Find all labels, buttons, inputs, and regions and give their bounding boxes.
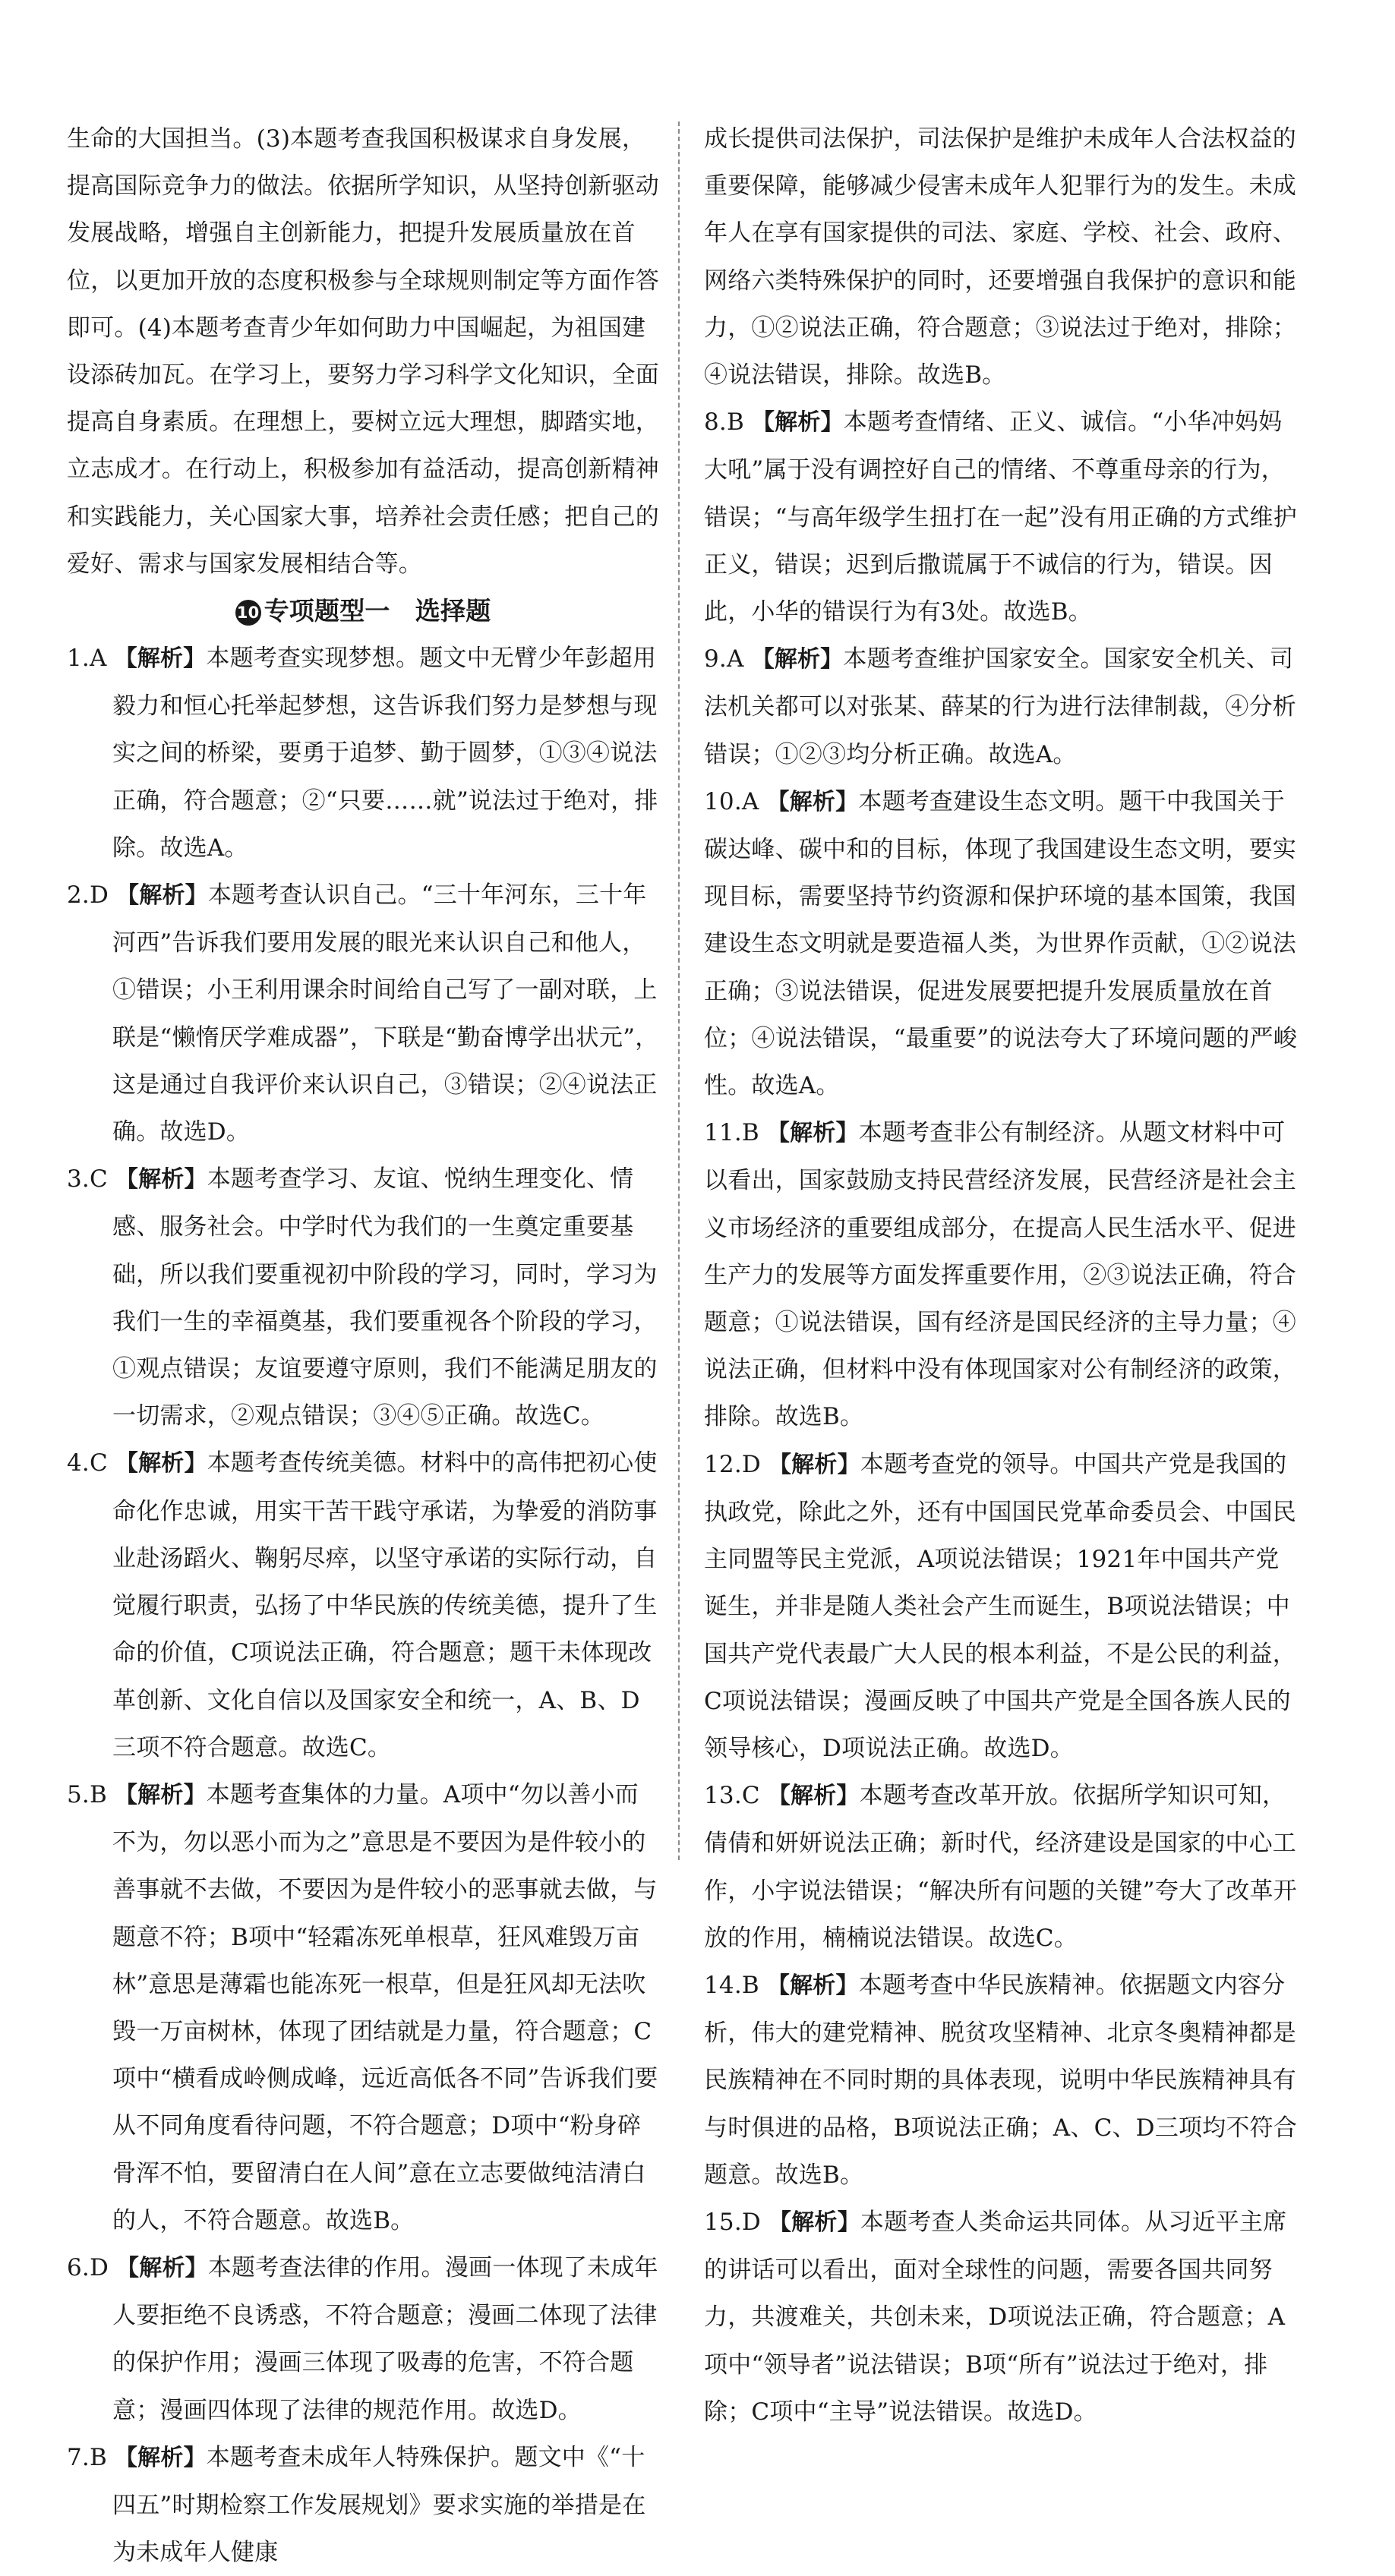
- analysis-tag: 【解析】: [766, 788, 859, 815]
- answer-letter: A: [741, 787, 759, 815]
- answer-letter: C: [741, 1782, 760, 1810]
- analysis-tag: 【解析】: [768, 2209, 860, 2236]
- analysis-text: 本题考查党的领导。中国共产党是我国的执政党，除此之外，还有中国国民党革命委员会、中国民主同盟等民主党派，A项说法错误；1921年中国共产党诞生，并非是随人类社会产生而诞生，B项说法错误；中国共产党代表最广大人民的根本利益，不是公民的利益，C项说法错误；漫画反映了中国共产党是全国各族人民的领导核心，D项说法正确。故选D。: [704, 1450, 1296, 1762]
- answer-item-15: 15.D 【解析】本题考查人类命运共同体。从习近平主席的讲话可以看出，面对全球性的问题，需要各国共同努力，共渡难关，共创未来，D项说法正确，符合题意；A项中“领导者”说法错误；B项“所有”说法过于绝对，排除；C项中“主导”说法错误。故选D。: [704, 2208, 1287, 2426]
- answer-letter: A: [89, 645, 107, 673]
- analysis-tag: 【解析】: [766, 1120, 859, 1147]
- analysis-text: 本题考查建设生态文明。题干中我国关于碳达峰、碳中和的目标，体现了我国建设生态文明，要实现目标，需要坚持节约资源和保护环境的基本国策，我国建设生态文明就是要造福人类，为世界作贡献，①②说法正确；③说法错误，促进发展要把提升发展质量放在首位；④说法错误，“最重要”的说法夸大了环境问题的严峻性。故选A。: [704, 787, 1297, 1100]
- answer-item-14: 14.B 【解析】本题考查中华民族精神。依据题文内容分析，伟大的建党精神、脱贫攻坚精神、北京冬奥精神都是民族精神在不同时期的具体表现，说明中华民族精神具有与时俱进的品格，B项说法正确；A、C、D三项均不符合题意。故选B。: [704, 1971, 1297, 2189]
- answer-letter: B: [89, 1780, 107, 1808]
- analysis-text: 本题考查学习、友谊、悦纳生理变化、情感、服务社会。中学时代为我们的一生奠定重要基础，所以我们要重视初中阶段的学习，同时，学习为我们一生的幸福奠基，我们要重视各个阶段的学习，①观点错误；友谊要遵守原则，我们不能满足朋友的一切需求，②观点错误；③④⑤正确。故选C。: [112, 1165, 658, 1430]
- answer-letter: B: [741, 1971, 759, 1999]
- answer-item-8: 8.B 【解析】本题考查情绪、正义、诚信。“小华冲妈妈大吼”属于没有调控好自己的情绪、不尊重母亲的行为，错误；“与高年级学生扭打在一起”没有用正确的方式维护正义，错误；迟到后撒谎属于不诚信的行为，错误。因此，小华的错误行为有3处。故选B。: [704, 408, 1297, 626]
- left-column: [67, 115, 659, 2576]
- item-7-continuation: 成长提供司法保护，司法保护是维护未成年人合法权益的重要保障，能够减少侵害未成年人犯罪行为的发生。未成年人在享有国家提供的司法、家庭、学校、社会、政府、网络六类特殊保护的同时，还要增强自我保护的意识和能力，①②说法正确，符合题意；③说法过于绝对，排除；④说法错误，排除。故选B。: [704, 125, 1296, 389]
- answer-letter: C: [89, 1449, 108, 1477]
- analysis-text: 本题考查未成年人特殊保护。题文中《“十四五”时期检察工作发展规划》要求实施的举措是在为未成年人健康: [112, 2443, 646, 2567]
- analysis-tag: 【解析】: [751, 409, 844, 437]
- analysis-tag: 【解析】: [751, 646, 844, 673]
- analysis-text: 本题考查中华民族精神。依据题文内容分析，伟大的建党精神、脱贫攻坚精神、北京冬奥精神都是民族精神在不同时期的具体表现，说明中华民族精神具有与时俱进的品格，B项说法正确；A、C、D三项均不符合题意。故选B。: [704, 1971, 1297, 2189]
- answer-letter: C: [89, 1165, 108, 1193]
- answer-item-1: 1.A 【解析】本题考查实现梦想。题文中无臂少年彭超用毅力和恒心托举起梦想，这告诉我们努力是梦想与现实之间的桥梁，要勇于追梦、勤于圆梦，①③④说法正确，符合题意；②“只要……就”说法过于绝对，排除。故选A。: [67, 645, 658, 862]
- intro-paragraph: 生命的大国担当。(3)本题考查我国积极谋求自身发展，提高国际竞争力的做法。依据所学知识，从坚持创新驱动发展战略，增强自主创新能力，把提升发展质量放在首位，以更加开放的态度积极参与全球规则制定等方面作答即可。(4)本题考查青少年如何助力中国崛起，为祖国建设添砖加瓦。在学习上，要努力学习科学文化知识，全面提高自身素质。在理想上，要树立远大理想，脚踏实地，立志成才。在行动上，积极参加有益活动，提高创新精神和实践能力，关心国家大事，培养社会责任感；把自己的爱好、需求与国家发展相结合等。: [67, 125, 659, 578]
- column-divider: [678, 121, 680, 1860]
- answer-letter: D: [89, 881, 109, 910]
- answer-item-7: 7.B 【解析】本题考查未成年人特殊保护。题文中《“十四五”时期检察工作发展规划》要求实施的举措是在为未成年人健康: [67, 2443, 646, 2567]
- analysis-text: 本题考查法律的作用。漫画一体现了未成年人要拒绝不良诱惑，不符合题意；漫画二体现了法律的保护作用；漫画三体现了吸毒的危害，不符合题意；漫画四体现了法律的规范作用。故选D。: [112, 2253, 658, 2424]
- analysis-tag: 【解析】: [114, 2444, 207, 2471]
- answer-letter: D: [89, 2253, 109, 2281]
- answer-letter: B: [726, 408, 744, 437]
- analysis-text: 本题考查人类命运共同体。从习近平主席的讲话可以看出，面对全球性的问题，需要各国共同努力，共渡难关，共创未来，D项说法正确，符合题意；A项中“领导者”说法错误；B项“所有”说法过于绝对，排除；C项中“主导”说法错误。故选D。: [704, 2208, 1287, 2426]
- analysis-text: 本题考查认识自己。“三十年河东，三十年河西”告诉我们要用发展的眼光来认识自己和他人，①错误；小王利用课余时间给自己写了一副对联，上联是“懒惰厌学难成器”，下联是“勤奋博学出状元”，这是通过自我评价来认识自己，③错误；②④说法正确。故选D。: [112, 881, 659, 1146]
- section-heading: [67, 588, 659, 635]
- analysis-text: 本题考查改革开放。依据所学知识可知，倩倩和妍妍说法正确；新时代，经济建设是国家的中心工作，小宇说法错误；“解决所有问题的关键”夸大了改革开放的作用，楠楠说法错误。故选C。: [704, 1782, 1297, 1952]
- analysis-tag: 【解析】: [766, 1972, 859, 1999]
- answer-letter: D: [741, 1450, 761, 1478]
- analysis-tag: 【解析】: [114, 645, 207, 673]
- analysis-text: 本题考查传统美德。材料中的高伟把初心使命化作忠诚，用实干苦干践守承诺，为挚爱的消防事业赴汤蹈火、鞠躬尽瘁，以坚守承诺的实际行动，自觉履行职责，弘扬了中华民族的传统美德，提升了生命的价值，C项说法正确，符合题意；题干未体现改革创新、文化自信以及国家安全和统一，A、B、D三项不符合题意。故选C。: [112, 1449, 658, 1761]
- answer-item-5: 5.B 【解析】本题考查集体的力量。A项中“勿以善小而不为，勿以恶小而为之”意思是不要因为是件较小的善事就不去做，不要因为是件较小的恶事就去做，与题意不符；B项中“轻霜冻死单根草，狂风难毁万亩林”意思是薄霜也能冻死一根草，但是狂风却无法吹毁一万亩树林，体现了团结就是力量，符合题意；C项中“横看成岭侧成峰，远近高低各不同”告诉我们要从不同角度看待问题，不符合题意；D项中“粉身碎骨浑不怕，要留清白在人间”意在立志要做纯洁清白的人，不符合题意。故选B。: [67, 1780, 658, 2234]
- answer-item-6: 6.D 【解析】本题考查法律的作用。漫画一体现了未成年人要拒绝不良诱惑，不符合题意；漫画二体现了法律的保护作用；漫画三体现了吸毒的危害，不符合题意；漫画四体现了法律的规范作用。故选D。: [67, 2253, 658, 2424]
- analysis-tag: 【解析】: [767, 1783, 860, 1810]
- answer-item-10: 10.A 【解析】本题考查建设生态文明。题干中我国关于碳达峰、碳中和的目标，体现了我国建设生态文明，要实现目标，需要坚持节约资源和保护环境的基本国策，我国建设生态文明就是要造福人类，为世界作贡献，①②说法正确；③说法错误，促进发展要把提升发展质量放在首位；④说法错误，“最重要”的说法夸大了环境问题的严峻性。故选A。: [704, 787, 1297, 1100]
- analysis-tag: 【解析】: [116, 2254, 208, 2281]
- analysis-text: 本题考查集体的力量。A项中“勿以善小而不为，勿以恶小而为之”意思是不要因为是件较小的善事就不去做，不要因为是件较小的恶事就去做，与题意不符；B项中“轻霜冻死单根草，狂风难毁万亩林”意思是薄霜也能冻死一根草，但是狂风却无法吹毁一万亩树林，体现了团结就是力量，符合题意；C项中“横看成岭侧成峰，远近高低各不同”告诉我们要从不同角度看待问题，不符合题意；D项中“粉身碎骨浑不怕，要留清白在人间”意在立志要做纯洁清白的人，不符合题意。故选B。: [112, 1780, 658, 2234]
- section-title-text: 专项题型一 选择题: [264, 596, 491, 626]
- analysis-tag: 【解析】: [116, 882, 208, 910]
- analysis-tag: 【解析】: [114, 1781, 207, 1808]
- answer-letter: B: [741, 1119, 759, 1147]
- answer-item-13: 13.C 【解析】本题考查改革开放。依据所学知识可知，倩倩和妍妍说法正确；新时代，经济建设是国家的中心工作，小宇说法错误；“解决所有问题的关键”夸大了改革开放的作用，楠楠说法错误。故选C。: [704, 1782, 1297, 1952]
- answer-item-3: 3.C 【解析】本题考查学习、友谊、悦纳生理变化、情感、服务社会。中学时代为我们的一生奠定重要基础，所以我们要重视初中阶段的学习，同时，学习为我们一生的幸福奠基，我们要重视各个阶段的学习，①观点错误；友谊要遵守原则，我们不能满足朋友的一切需求，②观点错误；③④⑤正确。故选C。: [67, 1165, 658, 1430]
- analysis-text: 本题考查情绪、正义、诚信。“小华冲妈妈大吼”属于没有调控好自己的情绪、不尊重母亲的行为，错误；“与高年级学生扭打在一起”没有用正确的方式维护正义，错误；迟到后撒谎属于不诚信的行为，错误。因此，小华的错误行为有3处。故选B。: [704, 408, 1297, 626]
- answer-letter: D: [741, 2208, 761, 2236]
- analysis-tag: 【解析】: [115, 1450, 207, 1477]
- analysis-tag: 【解析】: [115, 1166, 207, 1193]
- analysis-tag: 【解析】: [768, 1451, 860, 1478]
- right-column: [704, 115, 1300, 2436]
- answer-item-9: 9.A 【解析】本题考查维护国家安全。国家安全机关、司法机关都可以对张某、薛某的行为进行法律制裁，④分析错误；①②③均分析正确。故选A。: [704, 645, 1296, 768]
- analysis-text: 本题考查实现梦想。题文中无臂少年彭超用毅力和恒心托举起梦想，这告诉我们努力是梦想与现实之间的桥梁，要勇于追梦、勤于圆梦，①③④说法正确，符合题意；②“只要……就”说法过于绝对，排除。故选A。: [112, 645, 658, 862]
- analysis-text: 本题考查维护国家安全。国家安全机关、司法机关都可以对张某、薛某的行为进行法律制裁，④分析错误；①②③均分析正确。故选A。: [704, 645, 1296, 768]
- answer-item-2: 2.D 【解析】本题考查认识自己。“三十年河东，三十年河西”告诉我们要用发展的眼光来认识自己和他人，①错误；小王利用课余时间给自己写了一副对联，上联是“懒惰厌学难成器”，下联是“勤奋博学出状元”，这是通过自我评价来认识自己，③错误；②④说法正确。故选D。: [67, 881, 659, 1146]
- section-number-badge: 10: [235, 600, 261, 626]
- answer-letter: A: [726, 645, 744, 673]
- analysis-text: 本题考查非公有制经济。从题文材料中可以看出，国家鼓励支持民营经济发展，民营经济是社会主义市场经济的重要组成部分，在提高人民生活水平、促进生产力的发展等方面发挥重要作用，②③说法正确，符合题意；①说法错误，国有经济是国民经济的主导力量；④说法正确，但材料中没有体现国家对公有制经济的政策，排除。故选B。: [704, 1119, 1296, 1431]
- answer-letter: B: [89, 2443, 107, 2471]
- answer-item-12: 12.D 【解析】本题考查党的领导。中国共产党是我国的执政党，除此之外，还有中国国民党革命委员会、中国民主同盟等民主党派，A项说法错误；1921年中国共产党诞生，并非是随人类社会产生而诞生，B项说法错误；中国共产党代表最广大人民的根本利益，不是公民的利益，C项说法错误；漫画反映了中国共产党是全国各族人民的领导核心，D项说法正确。故选D。: [704, 1450, 1296, 1762]
- answer-item-11: 11.B 【解析】本题考查非公有制经济。从题文材料中可以看出，国家鼓励支持民营经济发展，民营经济是社会主义市场经济的重要组成部分，在提高人民生活水平、促进生产力的发展等方面发挥重要作用，②③说法正确，符合题意；①说法错误，国有经济是国民经济的主导力量；④说法正确，但材料中没有体现国家对公有制经济的政策，排除。故选B。: [704, 1119, 1296, 1431]
- answer-item-4: 4.C 【解析】本题考查传统美德。材料中的高伟把初心使命化作忠诚，用实干苦干践守承诺，为挚爱的消防事业赴汤蹈火、鞠躬尽瘁，以坚守承诺的实际行动，自觉履行职责，弘扬了中华民族的传统美德，提升了生命的价值，C项说法正确，符合题意；题干未体现改革创新、文化自信以及国家安全和统一，A、B、D三项不符合题意。故选C。: [67, 1449, 658, 1761]
